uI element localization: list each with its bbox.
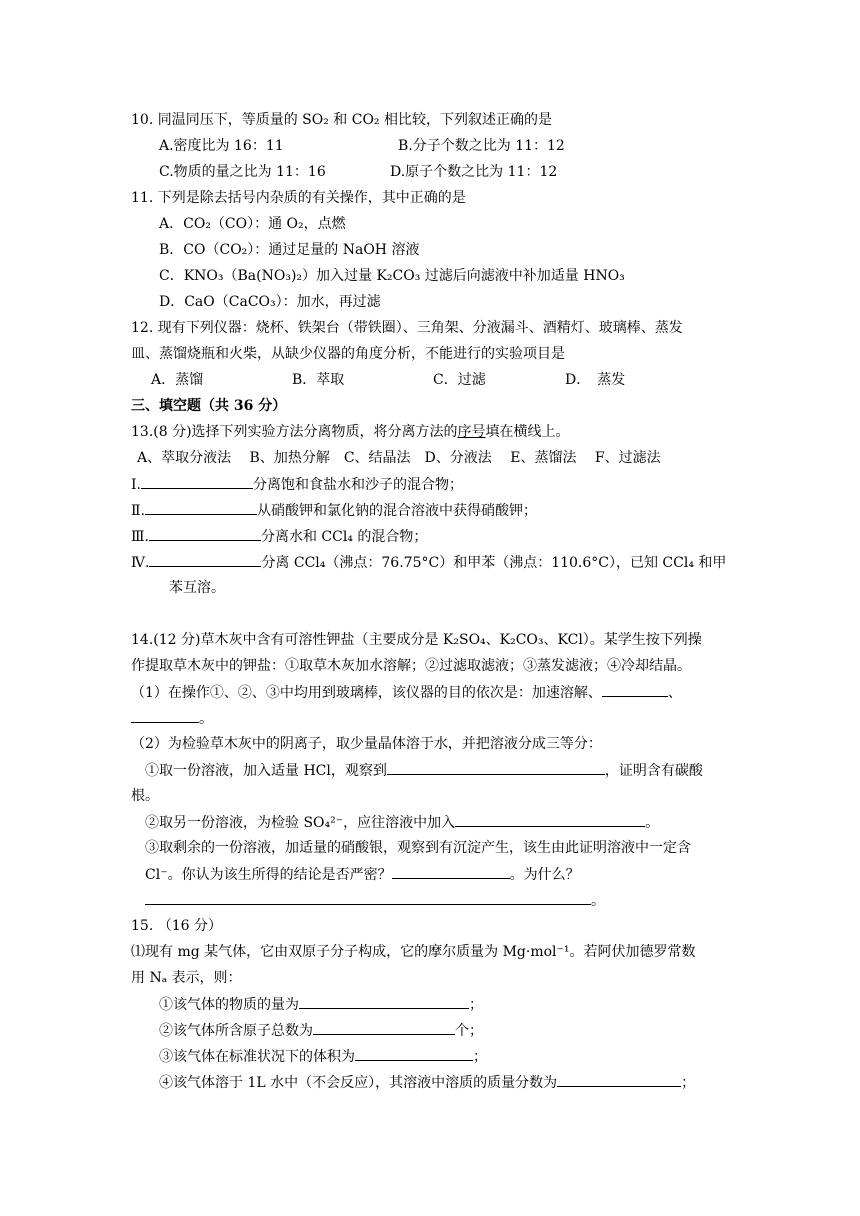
q13-item-iv [131, 552, 726, 573]
q15-item3-blank[interactable] [355, 1046, 473, 1061]
q10-option-d: D.原子个数之比为 11：12 [390, 164, 558, 180]
q15-intro-line2: 用 Nₐ 表示，则： [131, 970, 242, 986]
q14-sub3-blank-2[interactable] [145, 890, 591, 905]
q13-item-iii-text: 分离水和 CCl₄ 的混合物； [260, 529, 428, 545]
q14-sub2-tail: 。 [645, 815, 660, 831]
q14-part1-end: 。 [199, 711, 213, 727]
q14-part1-blank-1[interactable] [602, 682, 668, 697]
q13-item-ii [131, 500, 537, 521]
q12-option-a: A．蒸馏 [151, 372, 204, 388]
q15-item2-text: ②该气体所含原子总数为 [159, 1023, 313, 1039]
q14-sub1-blank[interactable] [387, 760, 605, 775]
q10-option-c: C.物质的量之比为 11：16 [159, 164, 326, 180]
q15-item4 [159, 1072, 695, 1093]
q15-item2-tail: 个； [455, 1023, 483, 1039]
q15-item1-tail: ； [469, 997, 483, 1013]
q14-part1 [131, 682, 682, 703]
q11-option-a: A．CO₂（CO）：通 O₂，点燃 [159, 216, 346, 232]
q15-item4-text: ④该气体溶于 1L 水中（不会反应），其溶液中溶质的质量分数为 [159, 1075, 558, 1091]
q13-item-iii-blank[interactable] [149, 526, 261, 541]
q13-stem-text-b: 填在横线上。 [485, 424, 570, 440]
q15-item1-text: ①该气体的物质的量为 [159, 997, 299, 1013]
q11-option-c: C．KNO₃（Ba(NO₃)₂）加入过量 K₂CO₃ 过滤后向滤液中补加适量 HNO₃ [159, 268, 625, 284]
q13-item-ii-label: Ⅱ. [131, 503, 145, 519]
q14-sub3-end: 。 [591, 893, 605, 909]
q13-item-i-text: 分离饱和食盐水和沙子的混合物； [252, 477, 463, 493]
q14-sub1-text: ①取一份溶液，加入适量 HCl，观察到 [145, 763, 387, 779]
q14-part1-blank-2[interactable] [131, 708, 199, 723]
q14-sub1-tail: ，证明含有碳酸 [604, 763, 703, 779]
q12-stem-line2: 皿、蒸馏烧瓶和火柴，从缺少仪器的角度分析，不能进行的实验项目是 [131, 346, 565, 362]
q10-option-a: A.密度比为 16：11 [159, 138, 284, 154]
q13-item-iv-continuation: 苯互溶。 [169, 580, 225, 596]
q14-sub3-text: Cl⁻。你认为该生所得的结论是否严密？ [145, 867, 392, 883]
q15-item2 [159, 1020, 483, 1041]
q13-item-iv-blank[interactable] [149, 552, 261, 567]
q14-part1-text: （1）在操作①、②、③中均用到玻璃棒，该仪器的目的依次是：加速溶解、 [131, 685, 602, 701]
q10-option-b: B.分子个数之比为 11：12 [398, 138, 565, 154]
q15-item3-text: ③该气体在标准状况下的体积为 [159, 1049, 355, 1065]
q12-stem-line1: 12. 现有下列仪器：烧杯、铁架台（带铁圈）、三角架、分液漏斗、酒精灯、玻璃棒、蒸发 [131, 320, 683, 336]
q13-item-iii-label: Ⅲ. [131, 529, 149, 545]
q14-sub3-line2 [145, 864, 580, 885]
q14-sub3-line1: ③取剩余的一份溶液，加适量的硝酸银，观察到有沉淀产生，该生由此证明溶液中一定含 [145, 840, 691, 856]
q15-item3-tail: ； [473, 1049, 487, 1065]
q10-stem: 10. 同温同压下，等质量的 SO₂ 和 CO₂ 相比较，下列叙述正确的是 [131, 112, 552, 128]
q15-head: 15. （16 分） [131, 918, 222, 934]
q14-sub2-text: ②取另一份溶液，为检验 SO₄²⁻，应往溶液中加入 [145, 815, 456, 831]
q11-stem: 11. 下列是除去括号内杂质的有关操作，其中正确的是 [131, 190, 466, 206]
q13-item-iv-label: Ⅳ. [131, 555, 150, 571]
q15-item4-blank[interactable] [557, 1072, 681, 1087]
q13-item-ii-blank[interactable] [145, 500, 257, 515]
q11-option-d: D．CaO（CaCO₃）：加水，再过滤 [159, 294, 381, 310]
q13-item-iii [131, 526, 427, 547]
q13-item-i-label: Ⅰ. [131, 477, 141, 493]
q13-item-iv-text: 分离 CCl₄（沸点：76.75°C）和甲苯（沸点：110.6°C），已知 CCl₄ 和甲 [261, 555, 727, 571]
q14-sub3-why: 。为什么？ [509, 867, 580, 883]
q14-part1-sep: 、 [667, 685, 682, 701]
q14-sub1-cont: 根。 [131, 788, 159, 804]
q15-item4-tail: ； [681, 1075, 696, 1091]
q14-sub3-line3 [145, 890, 605, 911]
q15-item2-blank[interactable] [313, 1020, 455, 1035]
q13-stem-underlined: 序号 [457, 424, 486, 440]
q14-part1-cont [131, 708, 213, 729]
q13-item-ii-text: 从硝酸钾和氯化钠的混合溶液中获得硝酸钾； [256, 503, 537, 519]
q13-stem [131, 422, 570, 442]
q13-item-i [131, 474, 463, 495]
q15-intro-line1: ⑴现有 mg 某气体，它由双原子分子构成，它的摩尔质量为 Mg·mol⁻¹。若阿伏加德罗常数 [131, 944, 696, 960]
q15-item1-blank[interactable] [299, 994, 469, 1009]
section-heading: 三、填空题（共 36 分） [131, 398, 287, 414]
q11-option-b: B．CO（CO₂）：通过足量的 NaOH 溶液 [159, 242, 420, 258]
q14-line2: 作提取草木灰中的钾盐：①取草木灰加水溶解；②过滤取滤液；③蒸发滤液；④冷却结晶。 [131, 658, 691, 674]
q14-sub2-blank[interactable] [455, 812, 645, 827]
q12-option-b: B．萃取 [292, 372, 345, 388]
q14-sub3-blank-1[interactable] [392, 864, 510, 879]
q14-line1: 14.(12 分)草木灰中含有可溶性钾盐（主要成分是 K₂SO₄、K₂CO₃、KCl）。某学生按下列操 [131, 632, 702, 648]
q13-methods: A、萃取分液法 B、加热分解 C、结晶法 D、分液法 E、蒸馏法 F、过滤法 [137, 450, 661, 466]
q14-part2: （2）为检验草木灰中的阴离子，取少量晶体溶于水，并把溶液分成三等分： [131, 736, 602, 752]
q14-sub2 [145, 812, 659, 833]
q12-option-d: D． 蒸发 [565, 372, 626, 388]
q15-item1 [159, 994, 483, 1015]
q12-option-c: C．过滤 [433, 372, 486, 388]
q14-sub1 [145, 760, 703, 781]
q15-item3 [159, 1046, 487, 1067]
q13-stem-text-a: 13.(8 分)选择下列实验方法分离物质，将分离方法的 [131, 424, 458, 440]
q13-item-i-blank[interactable] [141, 474, 253, 489]
